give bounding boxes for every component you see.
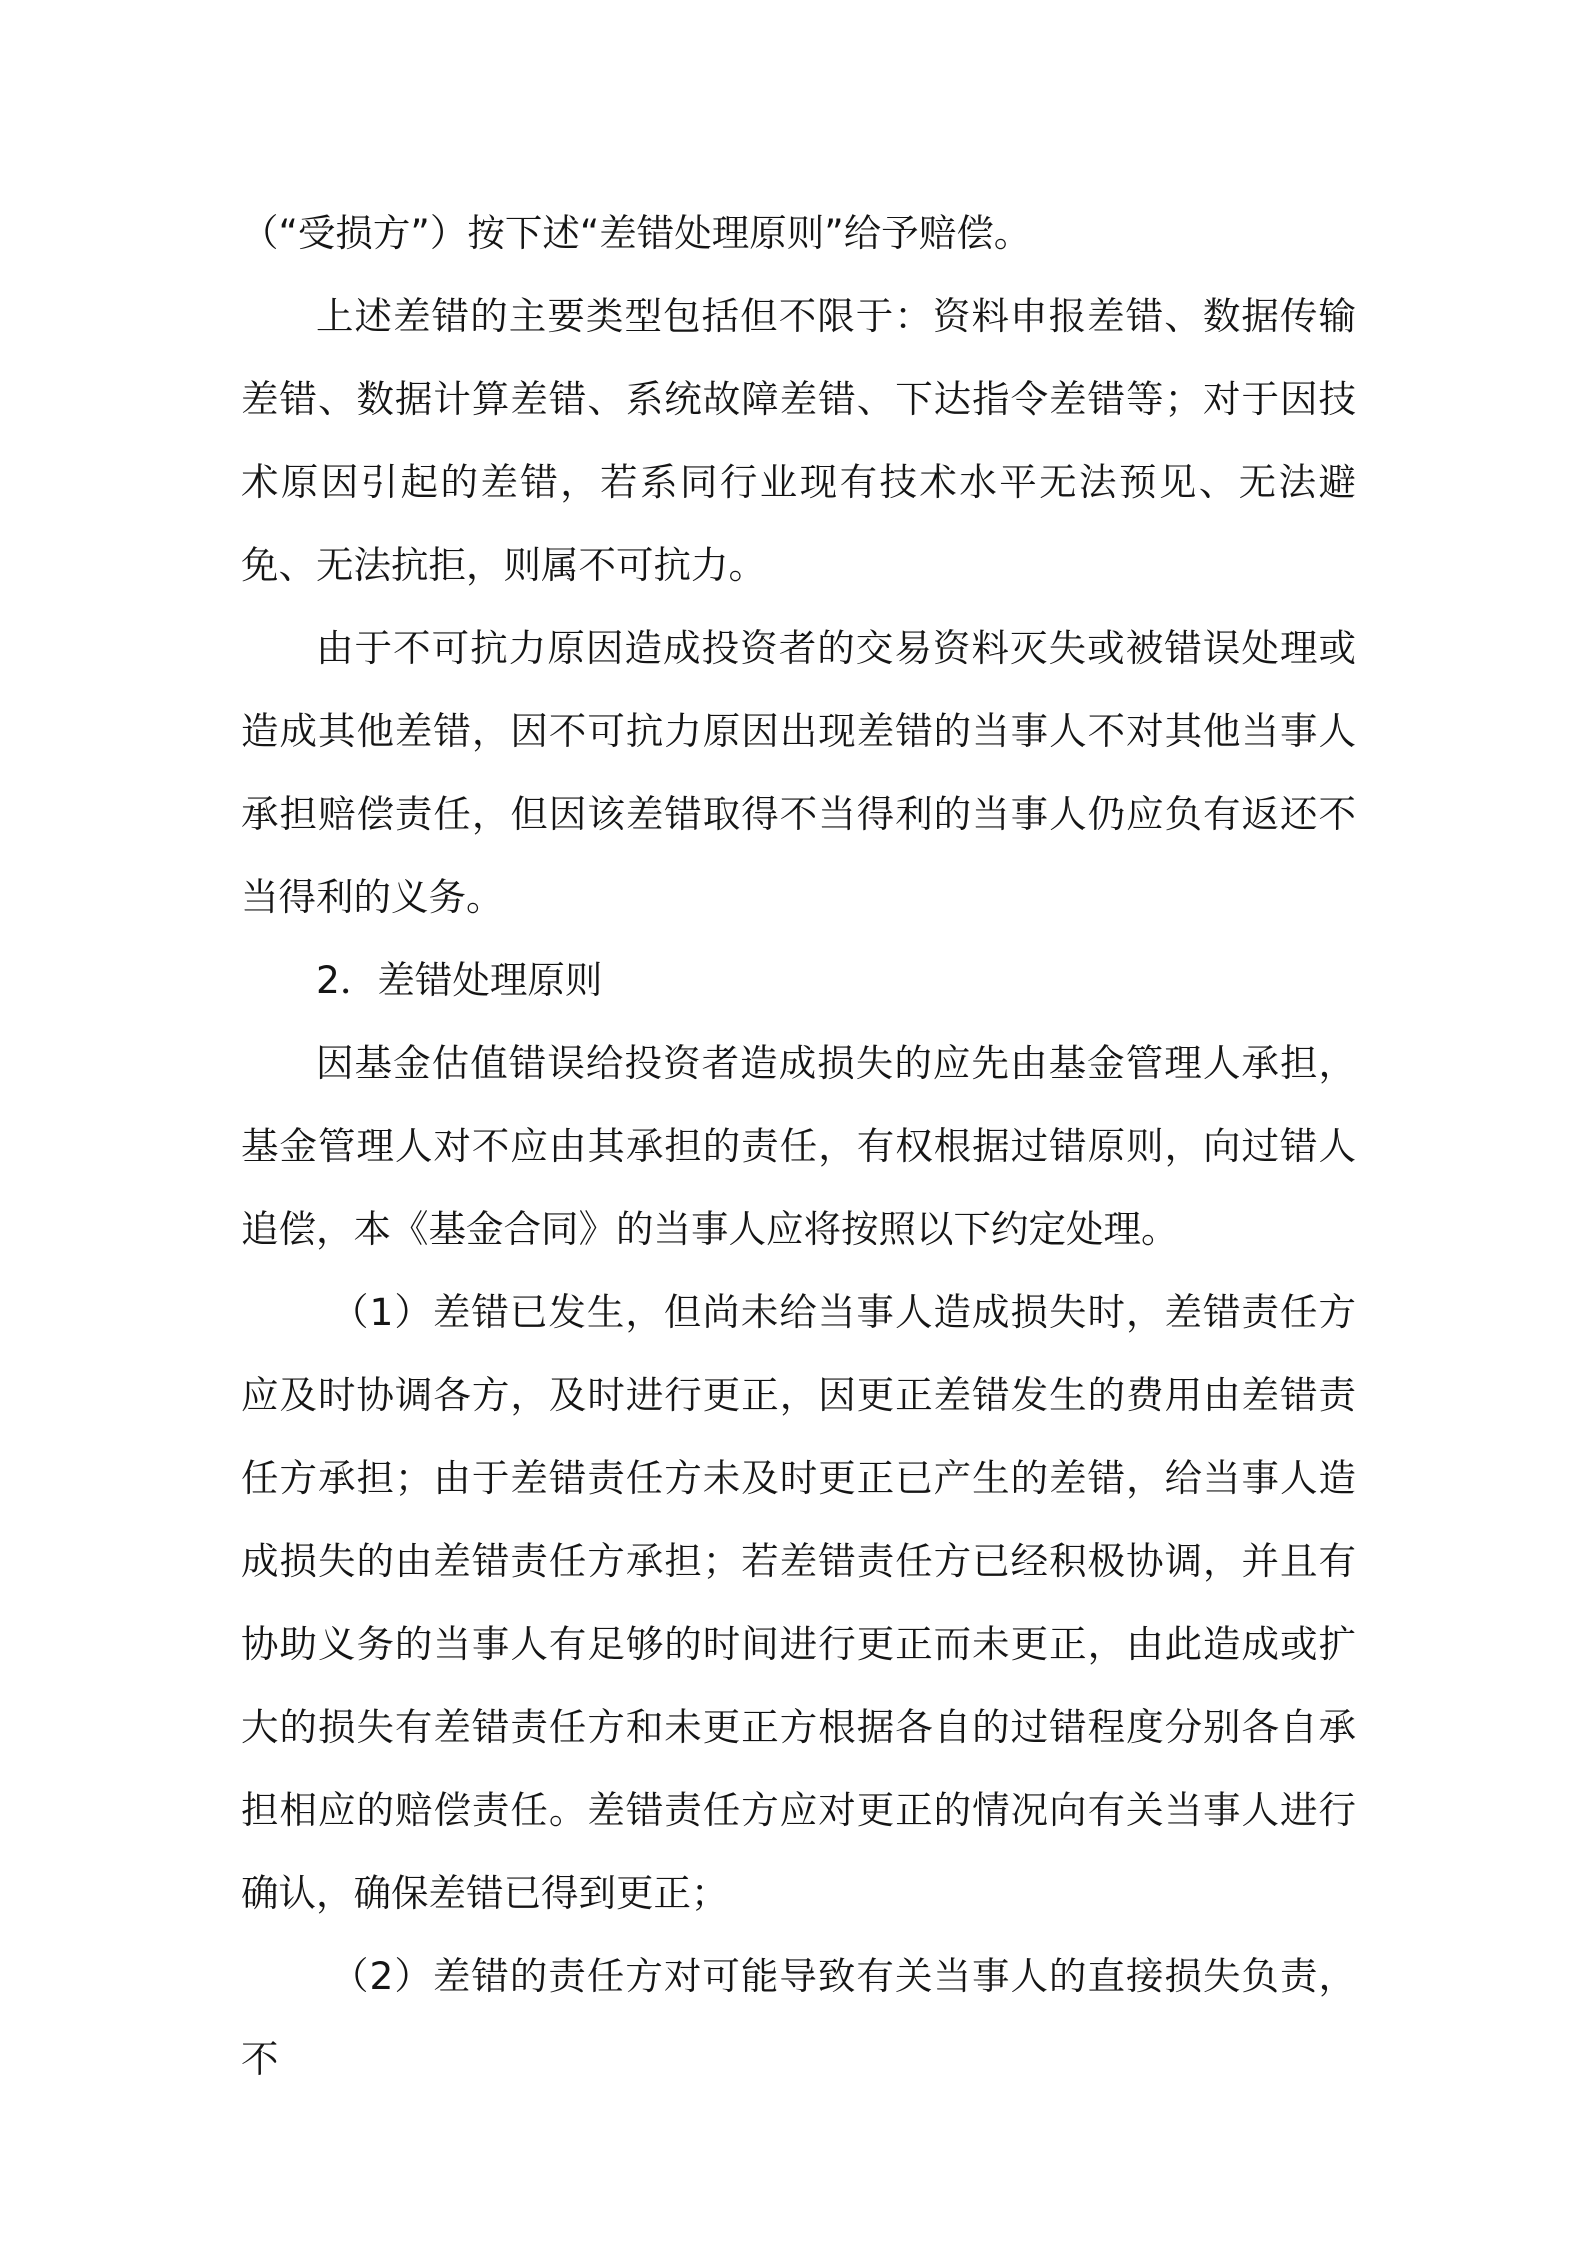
- section-heading-error-principles: 2．差错处理原则: [316, 958, 603, 1002]
- paragraph-valuation-error: 因基金估值错误给投资者造成损失的应先由基金管理人承担，基金管理人对不应由其承担的责任，有权根据过错原则，向过错人追偿，本《基金合同》的当事人应将按照以下约定处理。: [241, 1041, 1356, 1251]
- paragraph-continuation: （“受损方”）按下述“差错处理原则”给予赔偿。: [241, 211, 1032, 255]
- paragraph-force-majeure: 由于不可抗力原因造成投资者的交易资料灭失或被错误处理或造成其他差错，因不可抗力原因出现差错的当事人不对其他当事人承担赔偿责任，但因该差错取得不当得利的当事人仍应负有返还不当得利的义务。: [241, 626, 1356, 919]
- document-body: [241, 192, 1356, 2101]
- list-item-2: （2）差错的责任方对可能导致有关当事人的直接损失负责，不: [241, 1954, 1356, 2081]
- list-item-1: （1）差错已发生，但尚未给当事人造成损失时，差错责任方应及时协调各方，及时进行更正，因更正差错发生的费用由差错责任方承担；由于差错责任方未及时更正已产生的差错，给当事人造成损失的由差错责任方承担；若差错责任方已经积极协调，并且有协助义务的当事人有足够的时间进行更正而未更正，由此造成或扩大的损失有差错责任方和未更正方根据各自的过错程度分别各自承担相应的赔偿责任。差错责任方应对更正的情况向有关当事人进行确认，确保差错已得到更正；: [241, 1290, 1356, 1915]
- paragraph-error-types: 上述差错的主要类型包括但不限于：资料申报差错、数据传输差错、数据计算差错、系统故障差错、下达指令差错等；对于因技术原因引起的差错，若系同行业现有技术水平无法预见、无法避免、无法抗拒，则属不可抗力。: [241, 294, 1356, 587]
